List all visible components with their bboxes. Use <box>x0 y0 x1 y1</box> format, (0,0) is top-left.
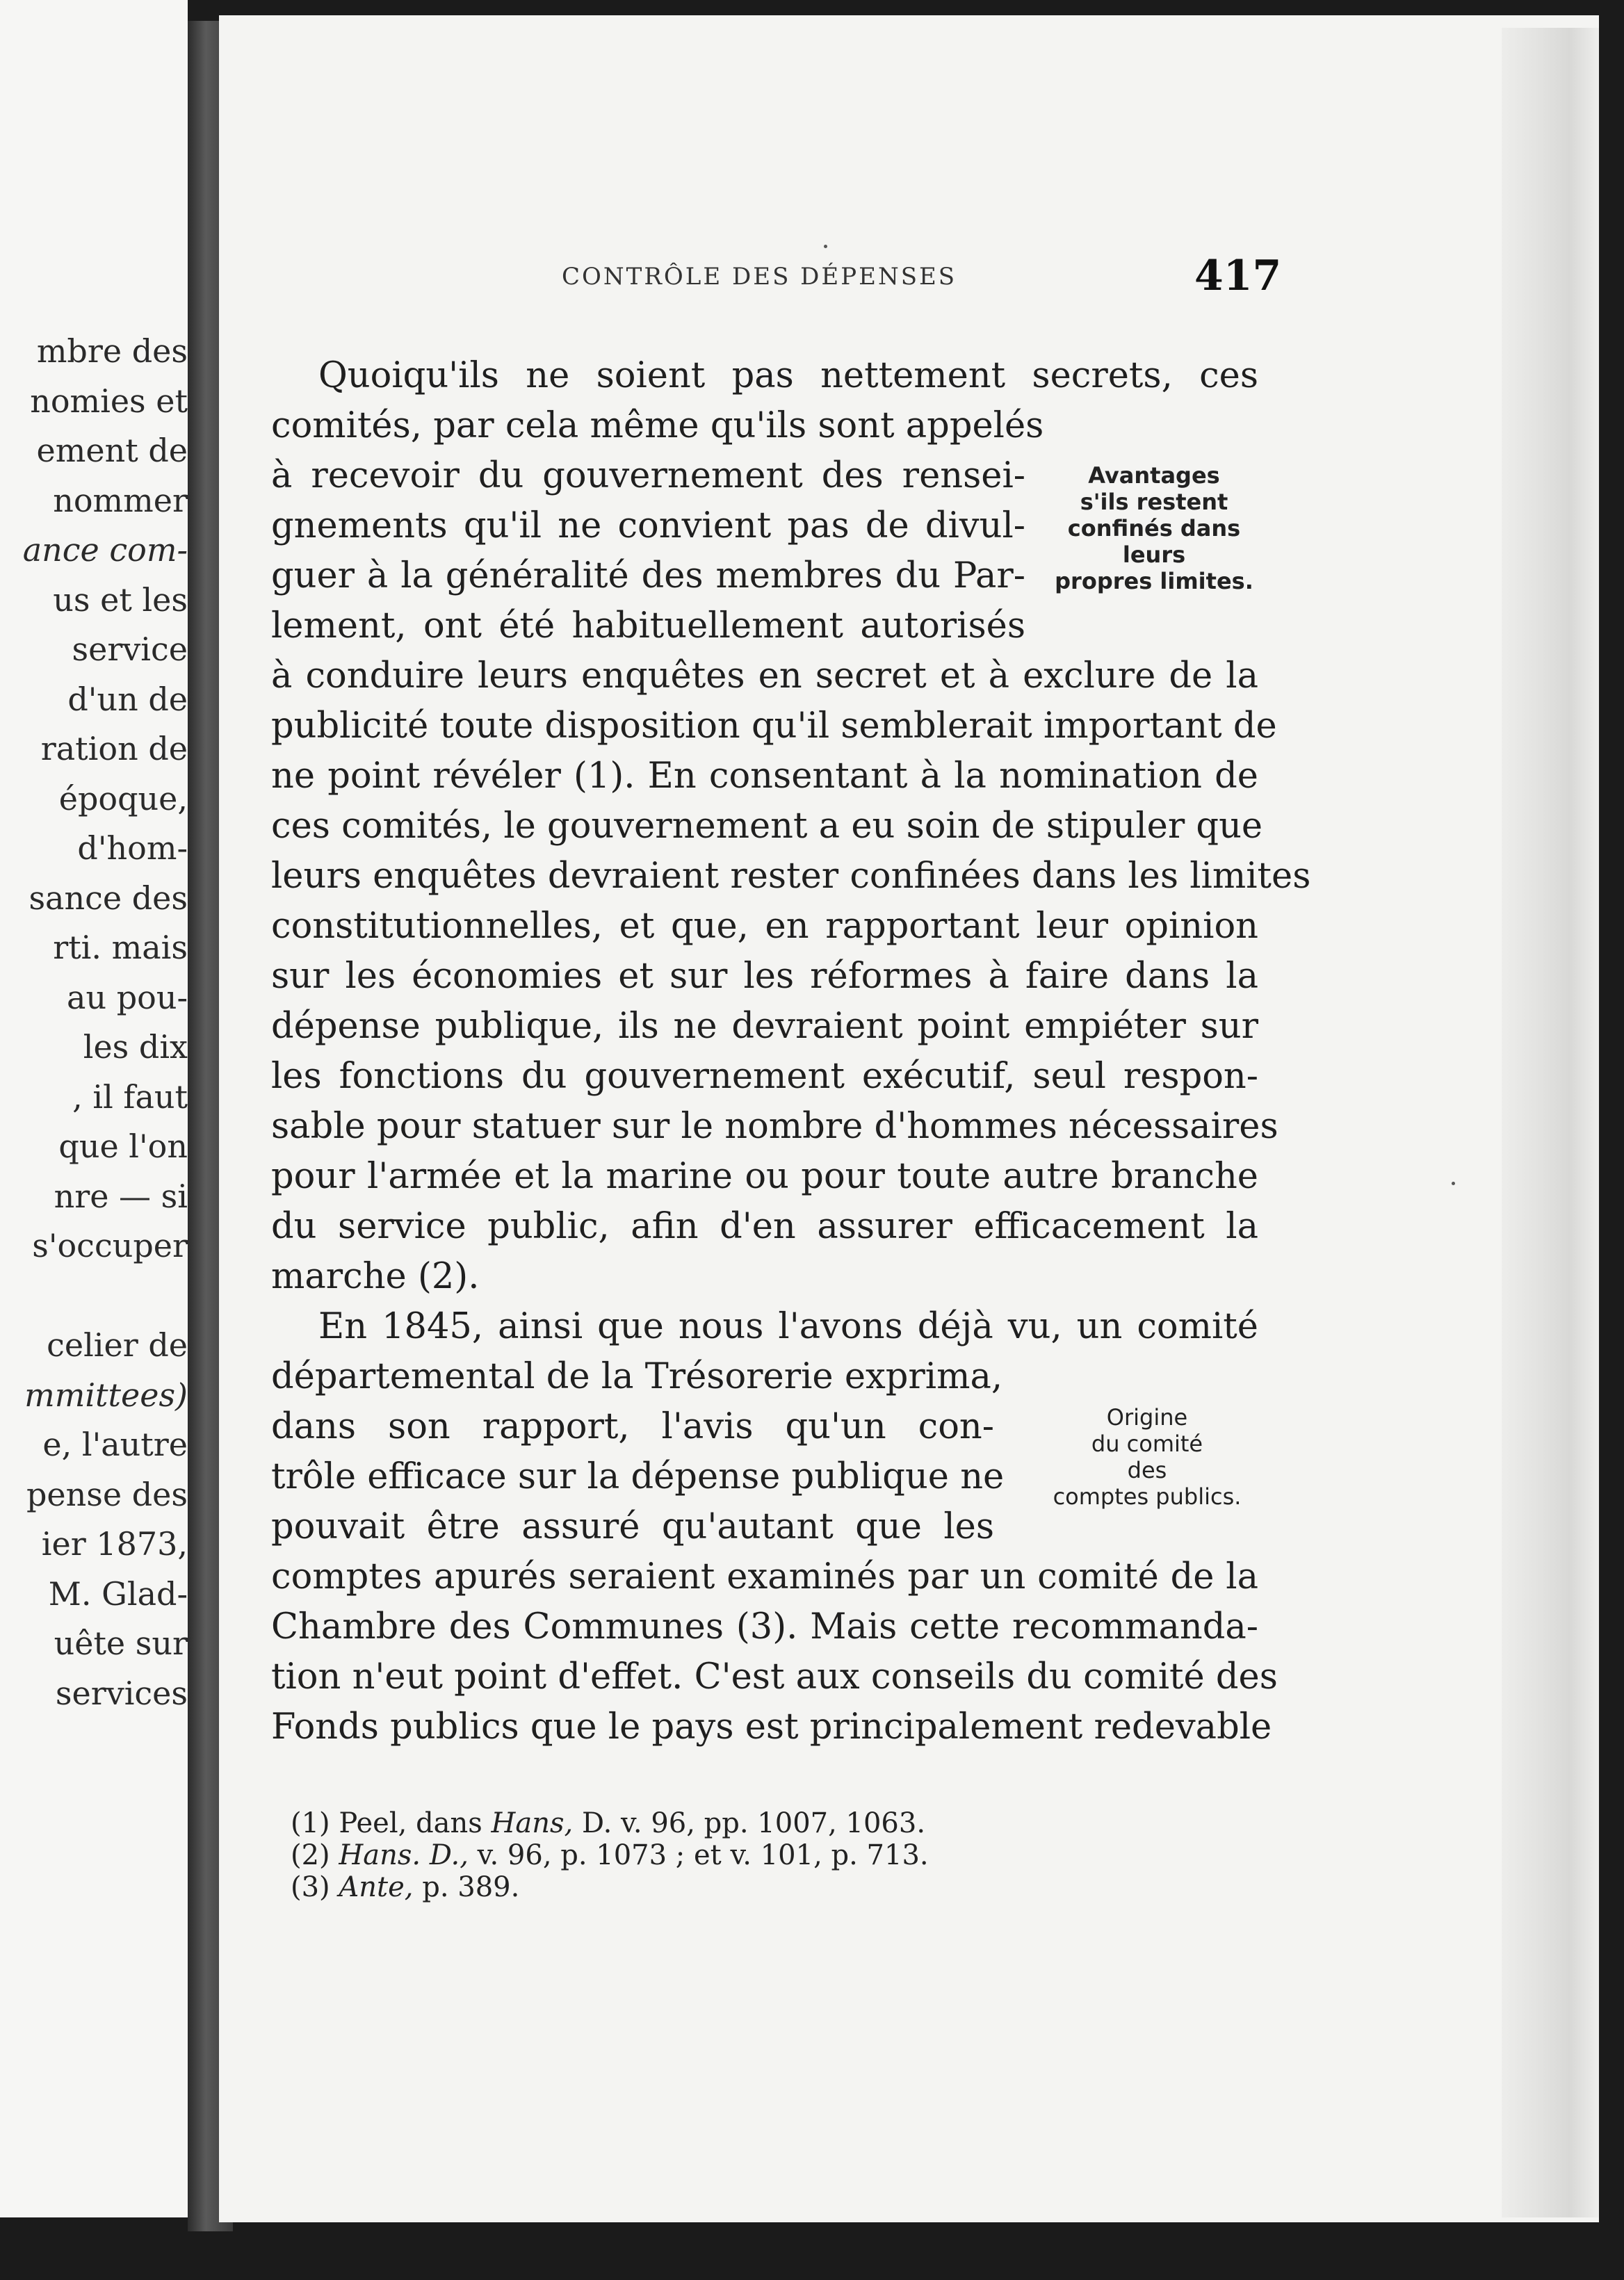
left-line: d'un de <box>67 680 188 718</box>
footnote-number: (3) <box>291 1871 330 1903</box>
body-line: sur les économies et sur les réformes à faire dans la <box>271 956 1258 997</box>
footnote-italic: Ante, <box>339 1871 414 1903</box>
footnote-text: Peel, dans <box>339 1807 492 1839</box>
sidenote-line: des <box>1127 1457 1167 1483</box>
left-line: rti. mais <box>53 929 188 966</box>
speck <box>1452 1182 1455 1185</box>
left-line: pense des <box>26 1475 188 1513</box>
body-line: Chambre des Communes (3). Mais cette recommanda- <box>271 1606 1258 1647</box>
sidenote-line: leurs <box>1122 542 1186 568</box>
body-line: les fonctions du gouvernement exécutif, seul respon- <box>271 1056 1258 1097</box>
footnote-text: p. 389. <box>413 1871 520 1903</box>
left-line: s'occuper <box>32 1227 188 1264</box>
body-line: dépense publique, ils ne devraient point empiéter sur <box>271 1006 1258 1047</box>
sidenote-line: Origine <box>1106 1404 1188 1431</box>
body-line: à conduire leurs enquêtes en secret et à exclure de la <box>271 656 1258 697</box>
body-line: à recevoir du gouvernement des rensei- <box>271 455 1025 496</box>
left-page-text <box>0 327 188 1718</box>
body-line: lement, ont été habituellement autorisés <box>271 605 1025 646</box>
body-line: tion n'eut point d'effet. C'est aux conseils du comité des <box>271 1656 1278 1697</box>
left-line: ement de <box>36 432 188 469</box>
body-line: Fonds publics que le pays est principalement redevable <box>271 1707 1272 1748</box>
footnote-italic: Hans, <box>491 1807 574 1839</box>
body-line: guer à la généralité des membres du Par- <box>271 555 1025 596</box>
left-line-gap <box>0 1271 188 1321</box>
body-line: marche (2). <box>271 1256 480 1297</box>
sidenote-line: propres limites. <box>1055 568 1253 594</box>
left-line: sance des <box>29 879 188 917</box>
left-line: us et les <box>53 580 188 619</box>
footnote-number: (2) <box>291 1839 330 1871</box>
body-line: pour l'armée et la marine ou pour toute autre branche <box>271 1156 1258 1197</box>
left-line: ration de <box>40 730 188 767</box>
page-edge <box>1502 28 1599 2217</box>
sidenote-line: confinés dans <box>1067 515 1241 542</box>
footnote <box>291 1871 929 1903</box>
body-line: comités, par cela même qu'ils sont appelés <box>271 405 1044 446</box>
body-line: gnements qu'il ne convient pas de divul- <box>271 505 1025 546</box>
sidenote-line: comptes publics. <box>1053 1483 1242 1510</box>
left-line: ier 1873, <box>41 1525 188 1563</box>
footnote-italic: Hans. D., <box>339 1839 469 1871</box>
page-number: 417 <box>1194 252 1282 300</box>
left-line: au pou- <box>67 978 188 1016</box>
left-line: service <box>72 630 188 668</box>
footnote <box>291 1807 929 1839</box>
left-line: mbre des <box>36 332 188 370</box>
left-line: e, l'autre <box>42 1426 188 1463</box>
footnote-number: (1) <box>291 1807 330 1839</box>
footnotes <box>291 1807 929 1903</box>
body-line: ne point révéler (1). En consentant à la nomination de <box>271 756 1258 797</box>
body-line: trôle efficace sur la dépense publique ne <box>271 1456 1005 1497</box>
footnote-text: D. v. 96, pp. 1007, 1063. <box>573 1807 926 1839</box>
left-line: nomies et <box>30 382 188 420</box>
left-line: mmittees) <box>24 1376 188 1414</box>
footnote-text: v. 96, p. 1073 ; et v. 101, p. 713. <box>468 1839 929 1871</box>
left-line: les dix <box>83 1028 188 1066</box>
left-line: , il faut <box>72 1077 188 1116</box>
footnote <box>291 1839 929 1871</box>
left-line: nre — si <box>54 1177 188 1215</box>
left-line: que l'on <box>58 1127 188 1165</box>
body-line: du service public, afin d'en assurer efficacement la <box>271 1206 1258 1247</box>
body-line: sable pour statuer sur le nombre d'hommes nécessaires <box>271 1106 1278 1147</box>
left-line: uête sur <box>54 1624 188 1662</box>
body-line: pouvait être assuré qu'autant que les <box>271 1506 994 1547</box>
body-line: comptes apurés seraient examinés par un comité de la <box>271 1556 1258 1597</box>
left-line: ance com- <box>22 531 188 569</box>
speck <box>824 245 827 248</box>
body-line: En 1845, ainsi que nous l'avons déjà vu, un comité <box>318 1306 1258 1347</box>
left-line: époque, <box>58 779 188 817</box>
body-line: constitutionnelles, et que, en rapportant leur opinion <box>271 906 1258 947</box>
body-line: départemental de la Trésorerie exprima, <box>271 1356 1003 1397</box>
sidenote-line: Avantages <box>1088 462 1220 489</box>
sidenote-line: du comité <box>1091 1431 1203 1457</box>
left-line: M. Glad- <box>48 1574 188 1613</box>
running-title: CONTRÔLE DES DÉPENSES <box>562 263 957 291</box>
body-line: Quoiqu'ils ne soient pas nettement secrets, ces <box>318 355 1258 396</box>
sidenote-origine <box>1022 1404 1272 1510</box>
left-line: celier de <box>47 1326 188 1364</box>
left-page <box>0 0 188 2217</box>
sidenote-avantages <box>1036 462 1272 594</box>
left-line: nommer <box>53 481 188 519</box>
body-line: leurs enquêtes devraient rester confinées dans les limites <box>271 856 1311 897</box>
body-line: dans son rapport, l'avis qu'un con- <box>271 1406 994 1447</box>
left-line: services <box>55 1674 188 1712</box>
body-line: publicité toute disposition qu'il semblerait important de <box>271 706 1277 747</box>
body-line: ces comités, le gouvernement a eu soin de stipuler que <box>271 806 1263 847</box>
sidenote-line: s'ils restent <box>1080 489 1228 515</box>
left-line: d'hom- <box>77 829 188 867</box>
